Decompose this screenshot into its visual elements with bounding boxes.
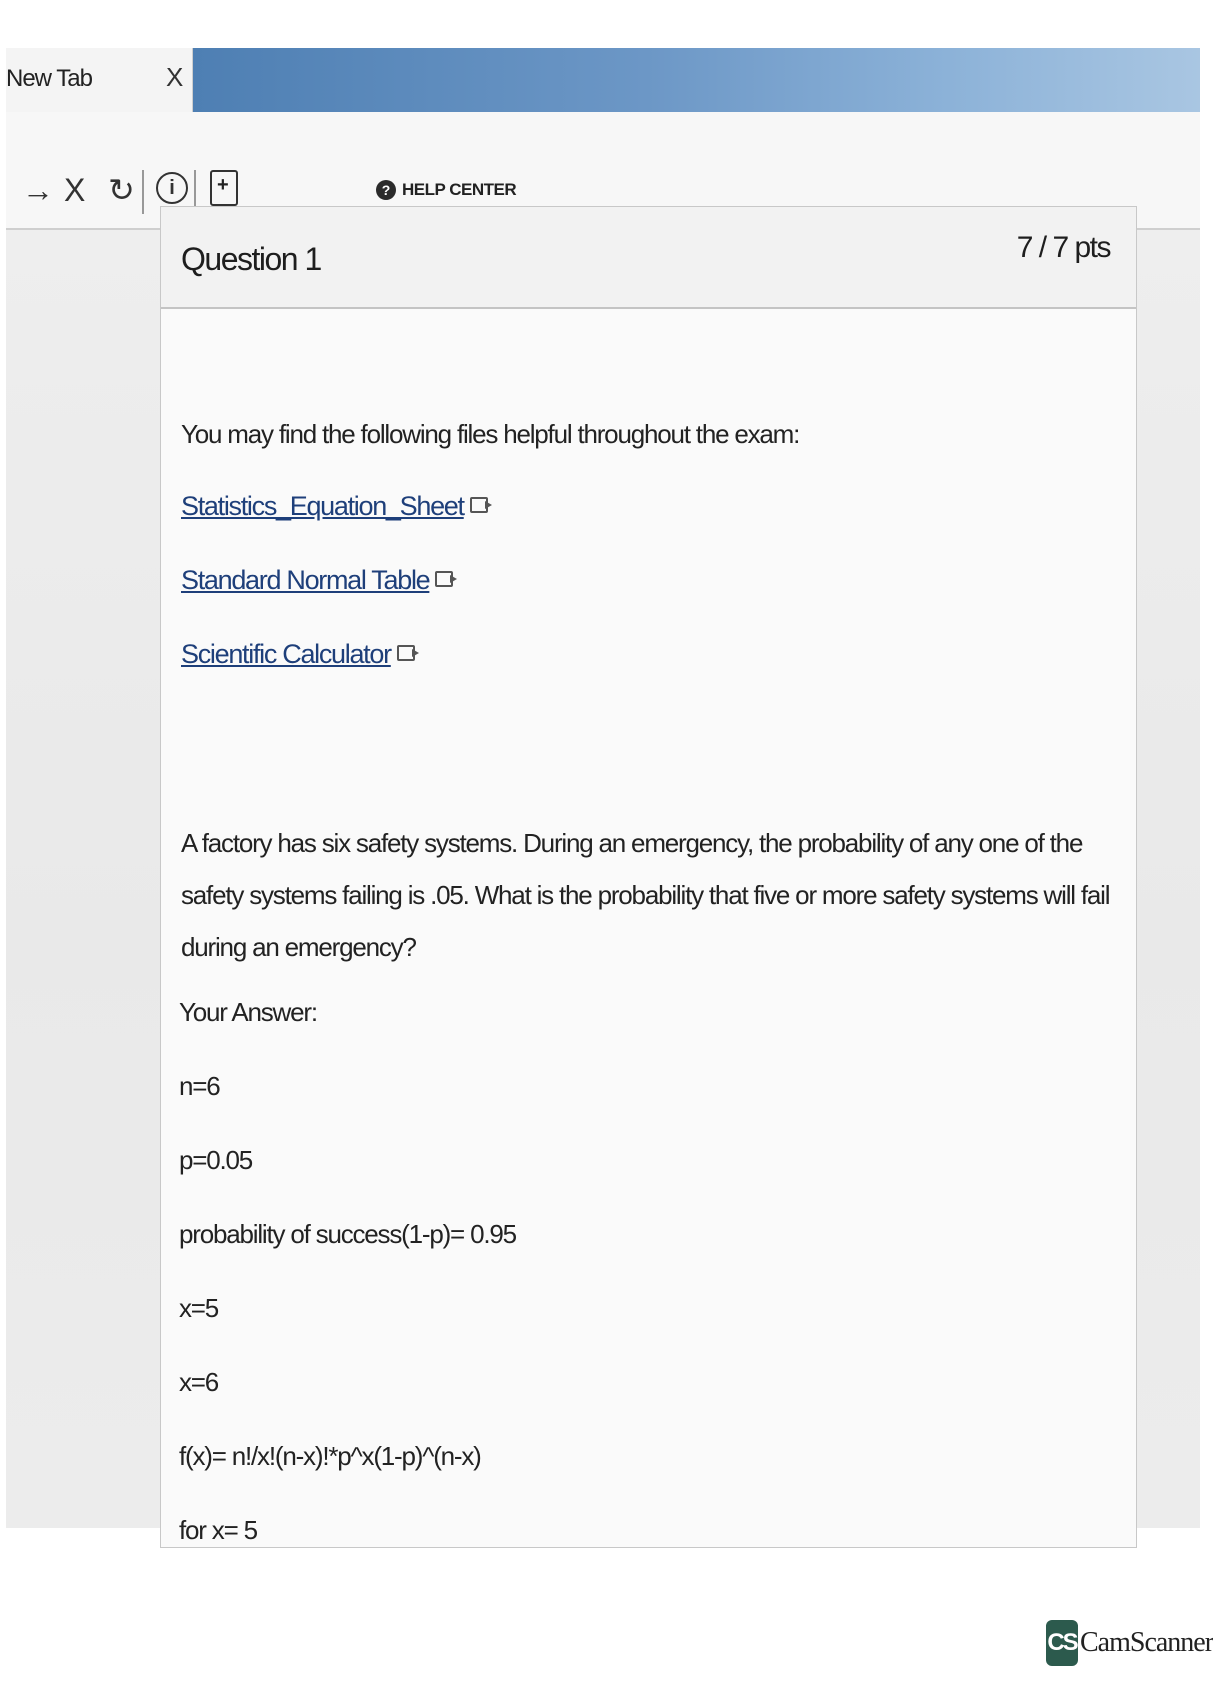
close-icon[interactable]: X [166, 62, 184, 92]
answer-line: probability of success(1-p)= 0.95 [179, 1219, 516, 1249]
screenshot-photo [6, 48, 1200, 1545]
tab-bar-background [193, 48, 1200, 112]
file-link-label: Scientific Calculator [181, 639, 391, 669]
question-card [160, 206, 1137, 1548]
file-link-normal-table[interactable] [181, 565, 453, 596]
answer-line: for x= 5 [179, 1515, 257, 1545]
question-prompt: A factory has six safety systems. During an emergency, the probability of any one of the safety systems failing is .05. What is the probability that five or more safety systems will fail during an emergency? [181, 828, 1110, 962]
forward-icon[interactable]: → [22, 172, 54, 208]
file-link-equation-sheet[interactable] [181, 491, 488, 522]
question-title: Question 1 [181, 241, 321, 277]
external-link-icon [435, 571, 453, 587]
help-icon: ? [376, 180, 396, 200]
add-document-icon[interactable] [210, 170, 238, 206]
browser-tab[interactable] [6, 48, 193, 112]
tab-title: New Tab [6, 65, 92, 92]
answer-line: f(x)= n!/x!(n-x)!*p^x(1-p)^(n-x) [179, 1441, 481, 1471]
camscanner-watermark [1046, 1620, 1213, 1666]
file-link-calculator[interactable] [181, 639, 415, 670]
reload-icon[interactable]: ↻ [108, 172, 135, 208]
question-header [161, 207, 1136, 309]
external-link-icon [470, 497, 488, 513]
camscanner-text: CamScanner [1080, 1627, 1213, 1658]
toolbar-divider [142, 170, 144, 214]
answer-line: p=0.05 [179, 1145, 253, 1175]
files-intro: You may find the following files helpful throughout the exam: [181, 419, 800, 449]
stop-icon[interactable]: X [64, 172, 86, 208]
help-center-button[interactable] [370, 176, 522, 204]
your-answer-label: Your Answer: [179, 997, 317, 1027]
info-icon[interactable]: i [156, 172, 188, 204]
answer-line: x=6 [179, 1367, 219, 1397]
camscanner-logo: CS [1046, 1620, 1078, 1666]
answer-line: x=5 [179, 1293, 219, 1323]
file-link-label: Statistics_Equation_Sheet [181, 491, 464, 521]
question-points: 7 / 7 pts [1016, 231, 1110, 264]
external-link-icon [397, 645, 415, 661]
file-link-label: Standard Normal Table [181, 565, 430, 595]
browser-tab-strip [6, 48, 1200, 112]
help-center-label: HELP CENTER [402, 180, 517, 199]
answer-line: n=6 [179, 1071, 220, 1101]
